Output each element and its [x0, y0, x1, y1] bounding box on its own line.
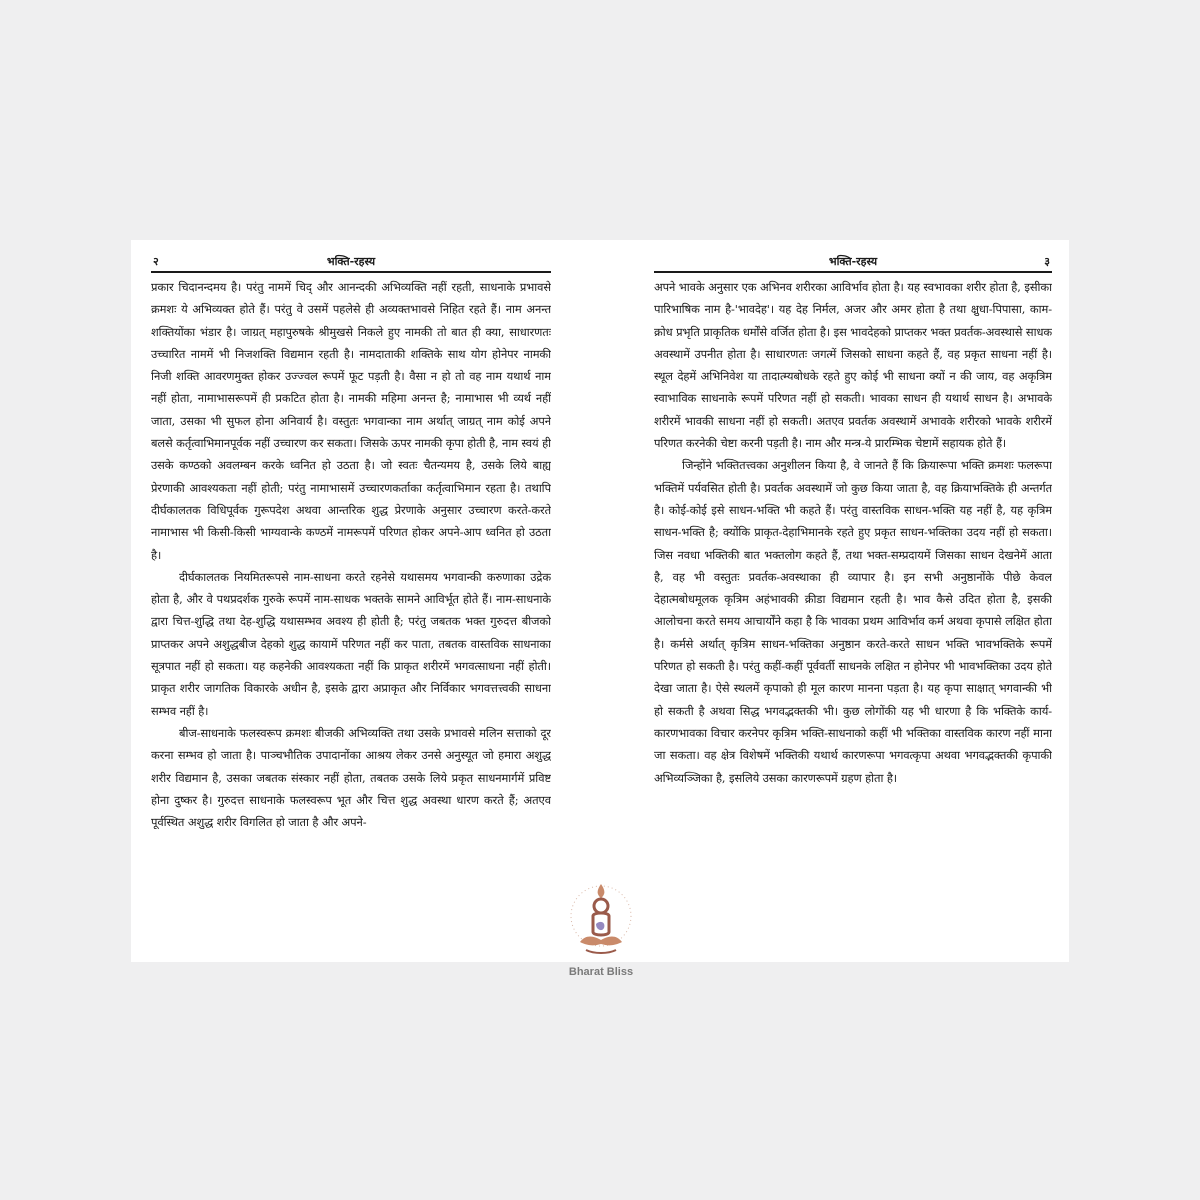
running-title: भक्ति-रहस्य	[828, 255, 878, 268]
page-number: ३	[1044, 255, 1050, 268]
page-header	[654, 254, 1052, 272]
page-body	[151, 276, 551, 954]
meditating-figure-logo-icon	[556, 880, 646, 966]
page-number: २	[153, 255, 159, 268]
paragraph: बीज-साधनाके फलस्वरूप क्रमशः बीजकी अभिव्यक्ति तथा उसके प्रभावसे मलिन सत्ताको दूर करना सम्भव हो जाता है। पाञ्चभौतिक उपादानोंका आश्रय लेकर उनसे अनुस्यूत जो हमारा अशुद्ध शरीर विद्यमान है, उसका जबतक संस्कार नहीं होता, तबतक उसके लिये प्रकृत साधनमार्गमें प्रविष्ट होना दुष्कर है। गुरुदत्त साधनाके फलस्वरूप भूत और चित्त शुद्ध अवस्था धारण करते हैं; अतएव पूर्वस्थित अशुद्ध शरीर विगलित हो जाता है और अपने-	[151, 725, 551, 830]
running-title: भक्ति-रहस्य	[326, 255, 376, 268]
paragraph: जिन्होंने भक्तितत्त्वका अनुशीलन किया है, वे जानते हैं कि क्रियारूपा भक्ति क्रमशः फलरूपा भक्तिमें पर्यवसित होती है। प्रवर्तक अवस्थामें जो कुछ किया जाता है, वह क्रियाभक्तिके ही अन्तर्गत है। कोई-कोई इसे साधन-भक्ति भी कहते हैं। परंतु वास्तविक साधन-भक्ति यह नहीं है, यह कृत्रिम साधन-भक्ति है; क्योंकि प्राकृत-देहाभिमानके रहते हुए प्रकृत साधन-भक्तिका उदय नहीं हो सकता। जिस नवधा भक्तिकी बात भक्तलोग कहते हैं, तथा भक्त-सम्प्रदायमें जिसका साधन देखनेमें आता है, वह भी वस्तुतः प्रवर्तक-अवस्थाका ही व्यापार है। इन सभी अनुष्ठानोंके पीछे केवल देहात्मबोधमूलक कृत्रिम अहंभावकी क्रीडा विद्यमान रहती है। भाव कैसे उदित होता है, इसकी आलोचना करते समय आचार्योंने कहा है कि भावका प्रथम आविर्भाव कर्म अथवा कृपासे लक्षित होता है। कर्मसे अर्थात् कृत्रिम साधन-भक्तिका अनुष्ठान करते-करते साधन भक्ति भावभक्तिके रूपमें परिणत हो सकती है। परंतु कहीं-कहीं पूर्ववर्ती साधनके लक्षित न होनेपर भी भावभक्तिका उदय होते देखा जाता है। ऐसे स्थलमें कृपाको ही मूल कारण मानना पड़ता है। यह कृपा साक्षात् भगवान्की भी हो सकती है अथवा सिद्ध भगवद्भक्तकी भी। कुछ लोगोंकी यह भी धारणा है कि भक्तिके कार्य-कारणभावका विचार करनेपर कृत्रिम भक्ति-साधनाको कहीं भी भक्तिका वास्तविक कारण नहीं माना जा सकता। वह क्षेत्र विशेषमें भक्तिकी यथार्थ कारणरूपा भगवत्कृपा अथवा भगवद्भक्तकी कृपाकी अभिव्यञ्जिका है, इसलिये उसका कारणरूपमें ग्रहण होता है।	[654, 458, 1052, 785]
watermark	[556, 880, 646, 980]
page-body	[654, 276, 1052, 954]
watermark-label: Bharat Bliss	[568, 966, 634, 978]
paragraph: दीर्घकालतक नियमितरूपसे नाम-साधना करते रहनेसे यथासमय भगवान्की करुणाका उद्रेक होता है, और वे पथप्रदर्शक गुरुके रूपमें नाम-साधक भक्तके सामने आविर्भूत होते हैं। नाम-साधनाके द्वारा चित्त-शुद्धि तथा देह-शुद्धि यथासम्भव अवश्य ही होती है; परंतु जबतक भक्त गुरुदत्त बीजको प्राप्तकर अपने अशुद्धबीज देहको शुद्ध कायामें परिणत नहीं कर पाता, तबतक वास्तविक साधनाका सूत्रपात नहीं हो सकता। यह कहनेकी आवश्यकता नहीं कि प्राकृत शरीरमें भगवत्साधना नहीं होती। प्राकृत शरीर जागतिक विकारके अधीन है, इसके द्वारा अप्राकृत और निर्विकार भगवत्तत्त्वकी साधना सम्भव नहीं है।	[151, 569, 551, 718]
header-rule	[151, 271, 551, 273]
paragraph: अपने भावके अनुसार एक अभिनव शरीरका आविर्भाव होता है। यह स्वभावका शरीर होता है, इसीका पारिभाषिक नाम है-'भावदेह'। यह देह निर्मल, अजर और अमर होता है तथा क्षुधा-पिपासा, काम-क्रोध प्रभृति प्राकृतिक धर्मोंसे वर्जित होता है। इस भावदेहको प्राप्तकर भक्त प्रवर्तक-अवस्थासे साधक अवस्थामें उपनीत होता है। साधारणतः जगत्में जिसको साधना कहते हैं, वह प्रकृत साधना नहीं है। स्थूल देहमें अभिनिवेश या तादात्म्यबोधके रहते हुए कोई भी साधना क्यों न की जाय, वह अकृत्रिम स्वाभाविक साधनाके रूपमें परिणत नहीं हो सकती। भावका साधन ही यथार्थ साधन है। अभावके शरीरमें भावकी साधना नहीं हो सकती। अतएव प्रवर्तक अवस्थामें अभावके शरीरको भावके शरीरमें परिणत करनेकी चेष्टा करनी पड़ती है। नाम और मन्त्र-ये प्रारम्भिक चेष्टामें सहायक होते हैं।	[654, 280, 1052, 451]
paragraph: प्रकार चिदानन्दमय है। परंतु नाममें चिद् और आनन्दकी अभिव्यक्ति नहीं रहती, साधनाके प्रभावसे क्रमशः ये अभिव्यक्त होते हैं। परंतु वे उसमें पहलेसे ही अव्यक्तभावसे निहित रहते हैं। नाम अनन्त शक्तियोंका भंडार है। जाग्रत् महापुरुषके श्रीमुखसे निकले हुए नामकी तो बात ही क्या, साधारणतः उच्चारित नाममें भी निजशक्ति विद्यमान रहती है। नामदाताकी शक्तिके साथ योग होनेपर नामकी निजी शक्ति आवरणमुक्त होकर उज्ज्वल रूपमें फूट पड़ती है। वैसा न हो तो वह नाम यथार्थ नाम नहीं होता, नामाभासरूपमें ही प्रकटित होता है। नामकी महिमा अनन्त है; नामाभास भी व्यर्थ नहीं जाता, उसका भी सुफल होना अनिवार्य है। वस्तुतः भगवान्का नाम अर्थात् जाग्रत् नाम कोई अपने बलसे कर्तृत्वाभिमानपूर्वक नहीं उच्चारण कर सकता। जिसके ऊपर नामकी कृपा होती है, नाम स्वयं ही उसके कण्ठको अवलम्बन करके ध्वनित हो उठता है। जो स्वतः चैतन्यमय है, उसके लिये बाह्य प्रेरणाकी आवश्यकता नहीं होती; परंतु नामाभासमें उच्चारणकर्ताका कर्तृत्वाभिमान रहता है। तथापि दीर्घकालतक विधिपूर्वक गुरूपदेश अथवा आन्तरिक शुद्ध प्रेरणाके अनुसार उच्चारण करते-करते नामाभास भी किसी-किसी भाग्यवान्के कण्ठमें नामरूपमें परिणत होकर अपने-आप ध्वनित हो उठता है।	[151, 280, 551, 562]
right-page	[654, 240, 1052, 962]
page-header	[151, 254, 551, 272]
left-page	[151, 240, 551, 962]
book-spread	[131, 240, 1069, 962]
header-rule	[654, 271, 1052, 273]
